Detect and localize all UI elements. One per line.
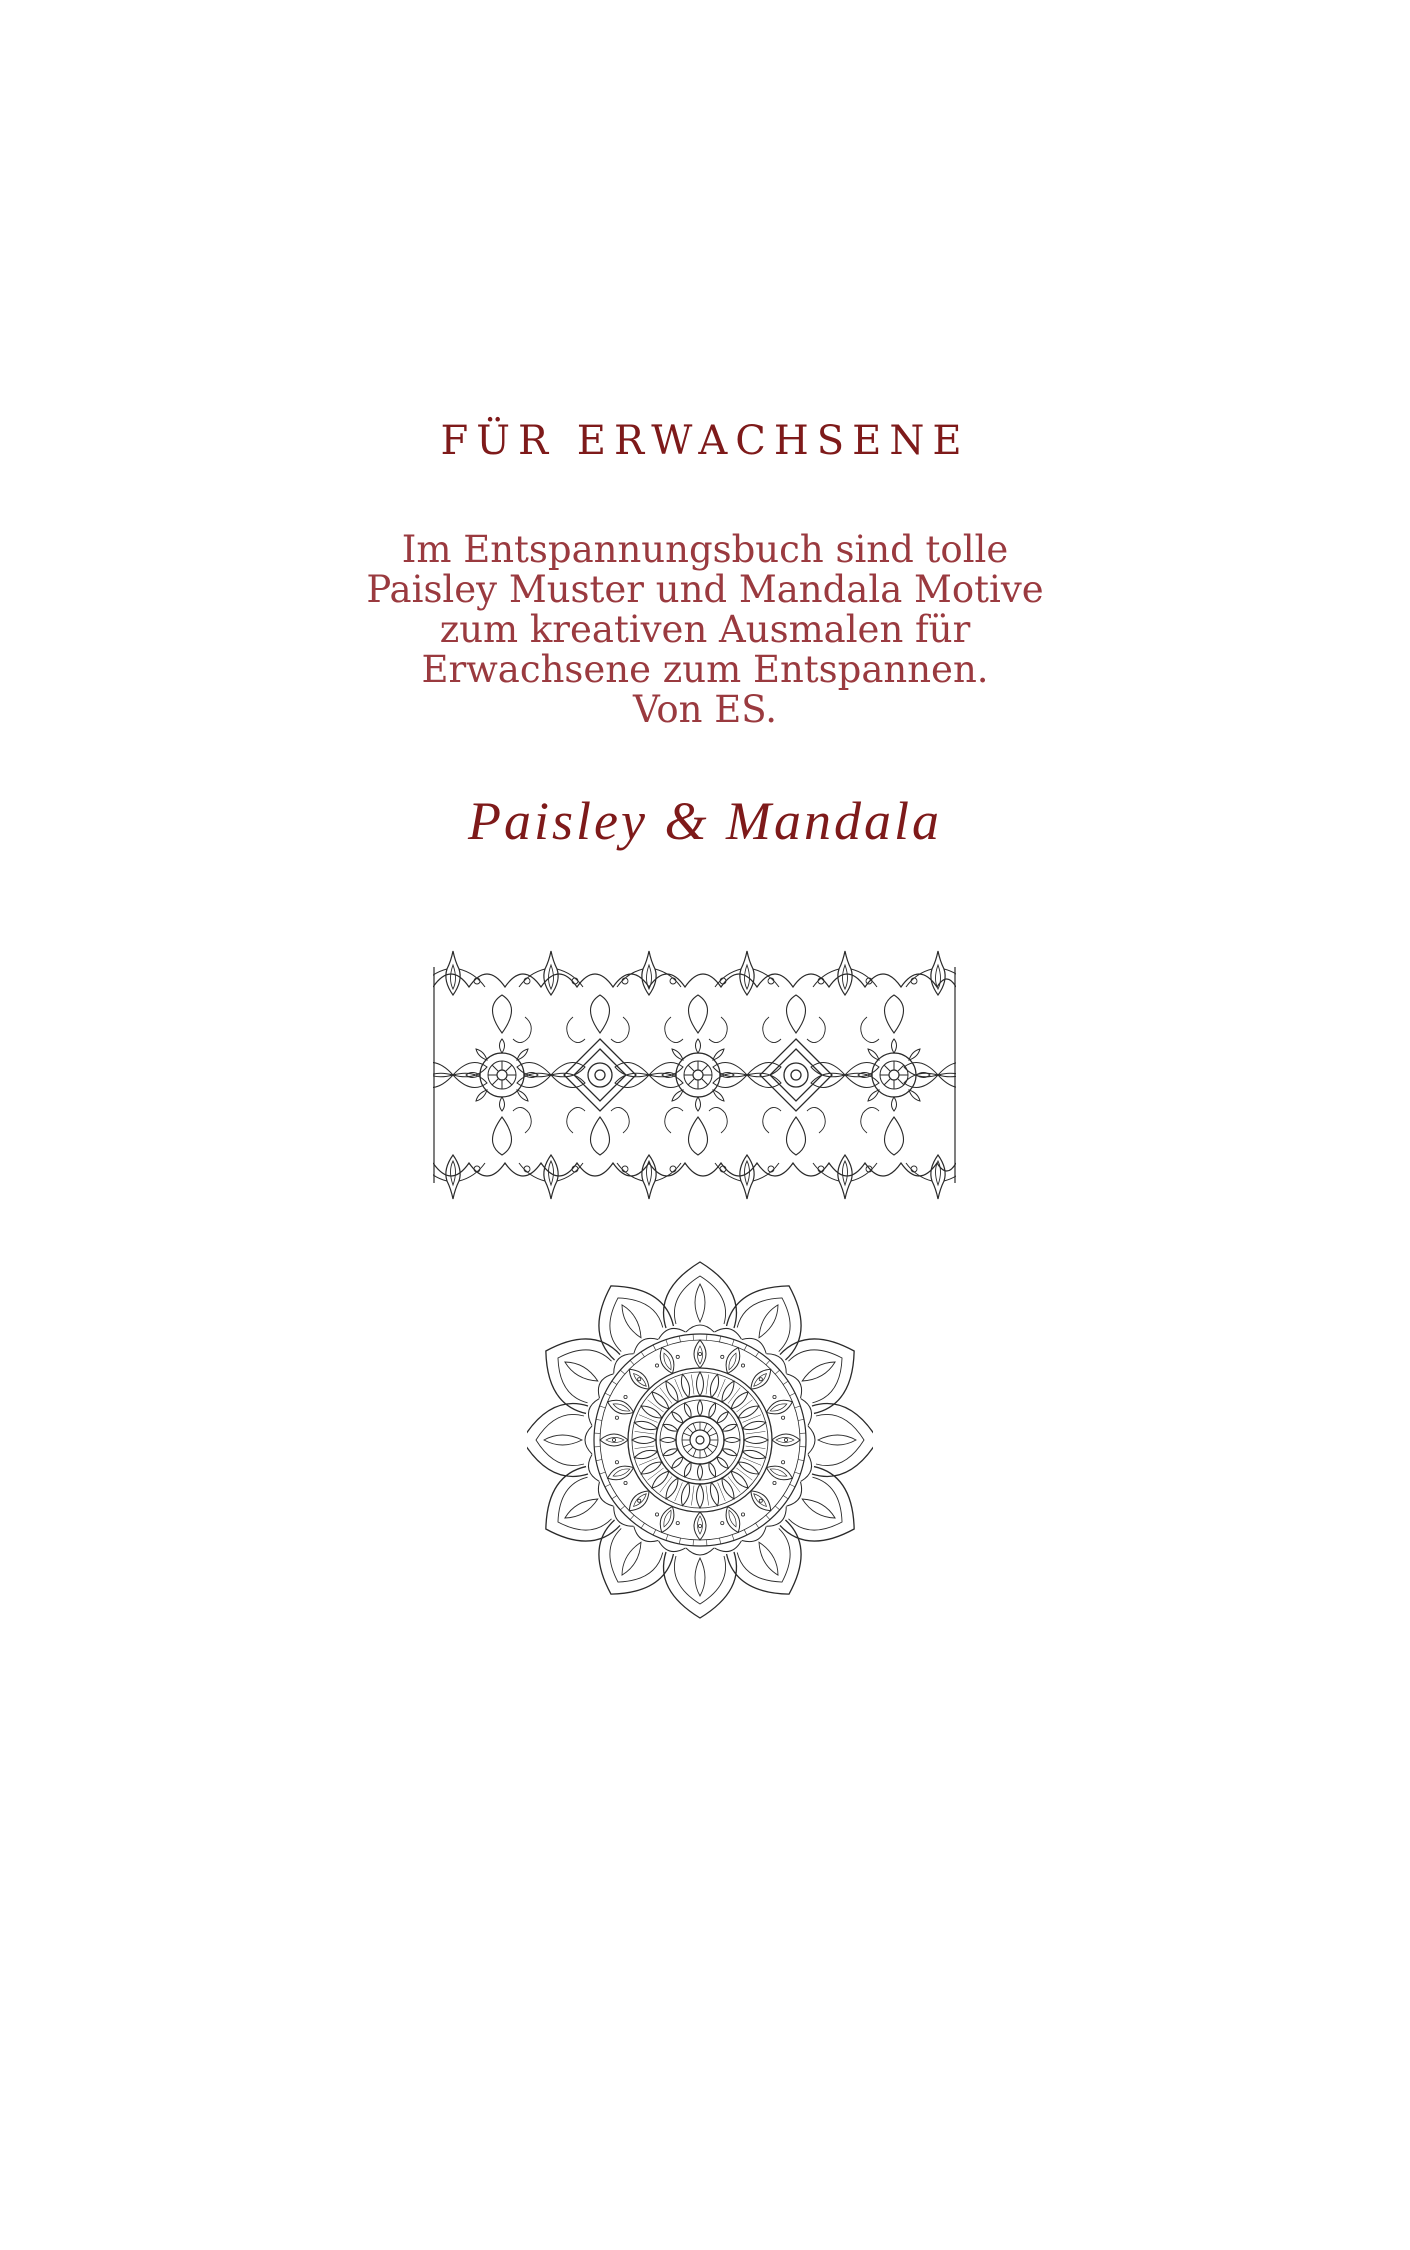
description-line: zum kreativen Ausmalen für — [439, 608, 971, 651]
description-line: Erwachsene zum Entspannen. — [421, 648, 989, 691]
paisley-border-illustration — [433, 947, 956, 1203]
cover-title: Paisley & Mandala — [468, 791, 942, 851]
description-line: Von ES. — [633, 688, 777, 731]
cover-description — [0, 530, 1410, 730]
cover-subtitle: FÜR ERWACHSENE — [440, 418, 970, 464]
description-line: Im Entspannungsbuch sind tolle — [401, 528, 1009, 571]
mandala-illustration — [527, 1258, 873, 1622]
description-line: Paisley Muster und Mandala Motive — [366, 568, 1044, 611]
